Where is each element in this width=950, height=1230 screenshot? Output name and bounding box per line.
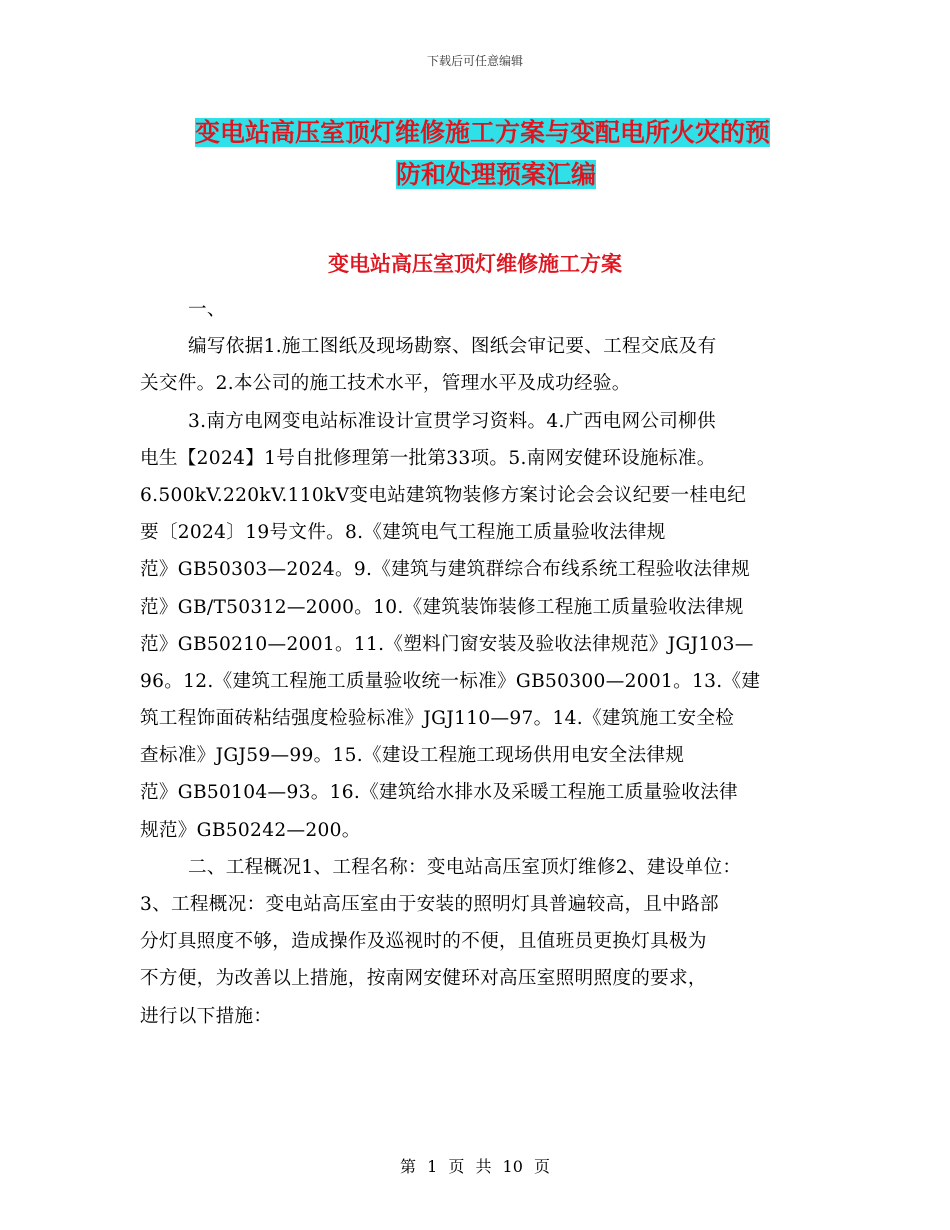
body-line: 范》GB50104—93。16.《建筑给水排水及采暖工程施工质量验收法律 bbox=[140, 782, 738, 804]
body-line: 查标准》JGJ59—99。15.《建设工程施工现场供用电安全法律规 bbox=[140, 745, 685, 767]
body-line: 电生【2024】1号自批修理第一批第33项。5.南网安健环设施标准。 bbox=[140, 447, 716, 469]
body-line: 范》GB50210—2001。11.《塑料门窗安装及验收法律规范》JGJ103— bbox=[140, 633, 754, 655]
body-line: 不方便，为改善以上措施，按南网安健环对高压室照明照度的要求， bbox=[140, 968, 707, 990]
body-line: 要〔2024〕19号文件。8.《建筑电气工程施工质量验收法律规 bbox=[140, 522, 666, 544]
body-text bbox=[140, 291, 810, 1035]
body-line: 3、工程概况：变电站高压室由于安装的照明灯具普遍较高，且中路部 bbox=[140, 894, 719, 915]
body-line: 一、 bbox=[188, 299, 226, 320]
document-title-line-2: 防和处理预案汇编 bbox=[395, 160, 596, 189]
body-line: 范》GB/T50312—2000。10.《建筑装饰装修工程施工质量验收法律规 bbox=[140, 596, 744, 618]
body-line: 编写依据1.施工图纸及现场勘察、图纸会审记要、工程交底及有 bbox=[188, 336, 717, 358]
body-line: 6.500kV.220kV.110kV变电站建筑物装修方案讨论会会议纪要一桂电纪 bbox=[140, 484, 747, 506]
section-title: 变电站高压室顶灯维修施工方案 bbox=[328, 252, 622, 276]
body-line: 筑工程饰面砖粘结强度检验标准》JGJ110—97。14.《建筑施工安全检 bbox=[140, 708, 735, 730]
document-title-line-1: 变电站高压室顶灯维修施工方案与变配电所火灾的预 bbox=[195, 118, 771, 147]
body-line: 3.南方电网变电站标准设计宣贯学习资料。4.广西电网公司柳供 bbox=[188, 410, 716, 432]
page-number-footer: 第 1 页 共 10 页 bbox=[400, 1157, 550, 1176]
body-line: 关交件。2.本公司的施工技术水平，管理水平及成功经验。 bbox=[140, 373, 631, 395]
body-line: 96。12.《建筑工程施工质量验收统一标准》GB50300—2001。13.《建 bbox=[140, 670, 761, 692]
document-title bbox=[195, 112, 805, 196]
body-line: 范》GB50303—2024。9.《建筑与建筑群综合布线系统工程验收法律规 bbox=[140, 559, 751, 581]
body-line: 分灯具照度不够，造成操作及巡视时的不便，且值班员更换灯具极为 bbox=[140, 931, 707, 953]
header-note: 下载后可任意编辑 bbox=[426, 54, 523, 68]
body-line: 二、工程概况1、工程名称：变电站高压室顶灯维修2、建设单位： bbox=[188, 856, 742, 878]
body-line: 规范》GB50242—200。 bbox=[140, 819, 361, 841]
body-line: 进行以下措施： bbox=[140, 1005, 273, 1027]
